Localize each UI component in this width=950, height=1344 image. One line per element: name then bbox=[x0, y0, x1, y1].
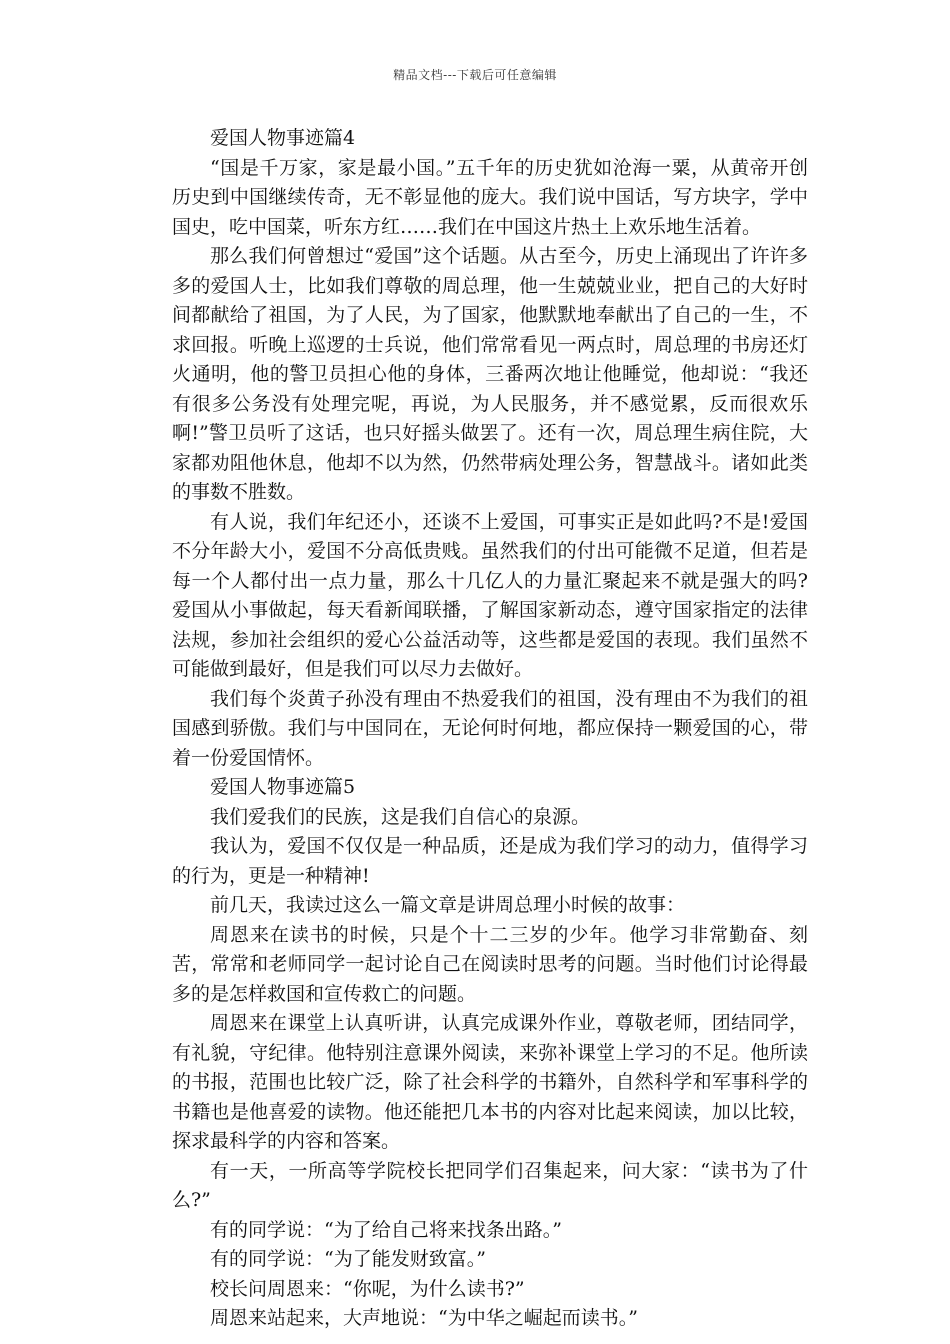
document-body bbox=[172, 124, 808, 1334]
paragraph: “国是千万家，家是最小国。”五千年的历史犹如沧海一粟，从黄帝开创历史到中国继续传奇，无不彰显他的庞大。我们说中国话，写方块字，学中国史，吃中国菜，听东方红……我们在中国这片热土上欢乐地生活着。 bbox=[172, 156, 808, 238]
paragraph: 有一天，一所高等学院校长把同学们召集起来，问大家：“读书为了什么?” bbox=[172, 1159, 808, 1211]
paragraph: 周恩来在课堂上认真听讲，认真完成课外作业，尊敬老师，团结同学，有礼貌，守纪律。他特别注意课外阅读，来弥补课堂上学习的不足。他所读的书报，范围也比较广泛，除了社会科学的书籍外，自然科学和军事科学的书籍也是他喜爱的读物。他还能把几本书的内容对比起来阅读，加以比较，探求最科学的内容和答案。 bbox=[172, 1012, 808, 1152]
paragraph: 我们每个炎黄子孙没有理由不热爱我们的祖国，没有理由不为我们的祖国感到骄傲。我们与中国同在，无论何时何地，都应保持一颗爱国的心，带着一份爱国情怀。 bbox=[172, 687, 808, 769]
paragraph: 前几天，我读过这么一篇文章是讲周总理小时候的故事： bbox=[210, 894, 686, 916]
paragraph: 有的同学说：“为了给自己将来找条出路。” bbox=[210, 1218, 562, 1241]
paragraph: 有人说，我们年纪还小，还谈不上爱国，可事实正是如此吗?不是!爱国不分年龄大小，爱国不分高低贵贱。虽然我们的付出可能微不足道，但若是每一个人都付出一点力量，那么十几亿人的力量汇聚起来不就是强大的吗?爱国从小事做起，每天看新闻联播，了解国家新动态，遵守国家指定的法律法规，参加社会组织的爱心公益活动等，这些都是爱国的表现。我们虽然不可能做到最好，但是我们可以尽力去做好。 bbox=[172, 510, 808, 680]
paragraph: 周恩来在读书的时候，只是个十二三岁的少年。他学习非常勤奋、刻苦，常常和老师同学一起讨论自己在阅读时思考的问题。当时他们讨论得最多的是怎样救国和宣传救亡的问题。 bbox=[172, 923, 808, 1005]
section-heading: 爱国人物事迹篇4 bbox=[210, 127, 356, 149]
paragraph: 有的同学说：“为了能发财致富。” bbox=[210, 1248, 486, 1270]
paragraph: 我们爱我们的民族，这是我们自信心的泉源。 bbox=[210, 805, 591, 828]
paragraph: 那么我们何曾想过“爱国”这个话题。从古至今，历史上涌现出了许许多多的爱国人士，比如我们尊敬的周总理，他一生兢兢业业，把自己的大好时间都献给了祖国，为了人民，为了国家，他默默地奉献出了自己的一生，不求回报。听晚上巡逻的士兵说，他们常常看见一两点时，周总理的书房还灯火通明，他的警卫员担心他的身体，三番两次地让他睡觉，他却说：“我还有很多公务没有处理完呢，再说，为人民服务，并不感觉累，反而很欢乐啊!”警卫员听了这话，也只好摇头做罢了。还有一次，周总理生病住院，大家都劝阻他休息，他却不以为然，仍然带病处理公务，智慧战斗。诸如此类的事数不胜数。 bbox=[172, 245, 808, 503]
paragraph: 周恩来站起来，大声地说：“为中华之崛起而读书。” bbox=[210, 1307, 638, 1329]
paragraph: 校长问周恩来：“你呢，为什么读书?” bbox=[210, 1277, 525, 1300]
paragraph: 我认为，爱国不仅仅是一种品质，还是成为我们学习的动力，值得学习的行为，更是一种精神! bbox=[172, 835, 808, 887]
section-heading: 爱国人物事迹篇5 bbox=[210, 776, 356, 798]
page-header: 精品文档---下载后可任意编辑 bbox=[393, 68, 557, 82]
